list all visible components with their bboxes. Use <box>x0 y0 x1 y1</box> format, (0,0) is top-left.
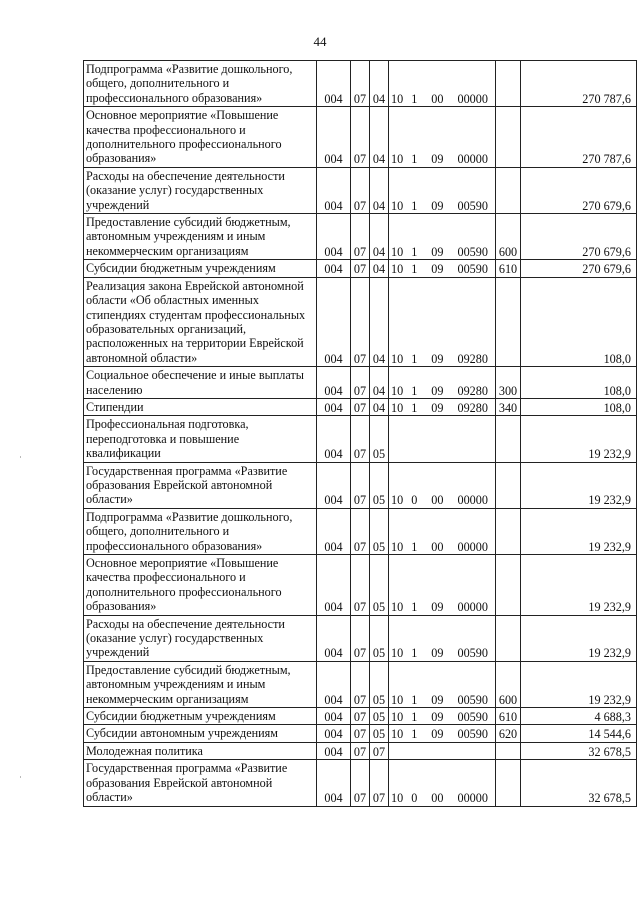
target-article-segment: 00590 <box>457 262 488 277</box>
target-article-cell <box>389 615 496 661</box>
subsection-code-cell: 05 <box>370 661 389 707</box>
target-article-segment: 1 <box>411 400 418 415</box>
target-article-segment: 00590 <box>457 244 488 259</box>
target-article-segment: 09 <box>431 262 444 277</box>
table-row <box>84 277 637 366</box>
target-article-segment: 0 <box>411 493 418 508</box>
target-article-segment: 10 <box>391 152 404 167</box>
target-article-segment: 10 <box>391 400 404 415</box>
amount-cell: 19 232,9 <box>521 661 637 707</box>
expense-name-cell: Субсидии автономным учреждениям <box>84 725 317 742</box>
table-row <box>84 742 637 759</box>
target-article-segment: 00590 <box>457 198 488 213</box>
expense-type-cell <box>496 760 521 806</box>
ministry-code-cell: 004 <box>317 555 351 616</box>
expense-type-cell <box>496 555 521 616</box>
section-code-cell: 07 <box>351 260 370 277</box>
expense-type-cell <box>496 167 521 213</box>
table-row <box>84 555 637 616</box>
target-article-segment: 00 <box>431 791 444 806</box>
target-article-segment: 09 <box>431 244 444 259</box>
target-article-segment: 1 <box>411 262 418 277</box>
subsection-code-cell: 04 <box>370 167 389 213</box>
amount-cell: 19 232,9 <box>521 462 637 508</box>
target-article-segment: 10 <box>391 710 404 725</box>
target-article-segment: 09280 <box>457 351 488 366</box>
target-article-cell <box>389 555 496 616</box>
amount-cell: 19 232,9 <box>521 615 637 661</box>
table-row <box>84 708 637 725</box>
amount-cell: 270 787,6 <box>521 107 637 168</box>
table-row <box>84 508 637 554</box>
ministry-code-cell: 004 <box>317 107 351 168</box>
target-article-segment: 00000 <box>457 791 488 806</box>
table-row <box>84 367 637 399</box>
expense-type-cell <box>496 615 521 661</box>
amount-cell: 32 678,5 <box>521 760 637 806</box>
amount-cell: 14 544,6 <box>521 725 637 742</box>
target-article-cell <box>389 661 496 707</box>
expense-name-cell: Основное мероприятие «Повышение качества профессионального и дополнительного профессионального образования» <box>84 555 317 616</box>
target-article-segment: 10 <box>391 351 404 366</box>
target-article-segment: 1 <box>411 198 418 213</box>
table-body <box>84 61 637 807</box>
amount-cell: 19 232,9 <box>521 508 637 554</box>
subsection-code-cell: 04 <box>370 260 389 277</box>
expense-name-cell: Подпрограмма «Развитие дошкольного, общего, дополнительного и профессионального образования» <box>84 508 317 554</box>
expense-name-cell: Субсидии бюджетным учреждениям <box>84 260 317 277</box>
target-article-segment: 10 <box>391 692 404 707</box>
section-code-cell: 07 <box>351 708 370 725</box>
table-row <box>84 725 637 742</box>
subsection-code-cell: 07 <box>370 760 389 806</box>
target-article-segment: 10 <box>391 791 404 806</box>
ministry-code-cell: 004 <box>317 615 351 661</box>
table-row <box>84 661 637 707</box>
expense-type-cell <box>496 61 521 107</box>
target-article-cell <box>389 508 496 554</box>
expense-type-cell <box>496 462 521 508</box>
target-article-segment: 00 <box>431 539 444 554</box>
subsection-code-cell: 05 <box>370 615 389 661</box>
ministry-code-cell: 004 <box>317 260 351 277</box>
expense-type-cell <box>496 277 521 366</box>
subsection-code-cell: 05 <box>370 416 389 462</box>
ministry-code-cell: 004 <box>317 760 351 806</box>
table-row <box>84 107 637 168</box>
target-article-cell <box>389 462 496 508</box>
section-code-cell: 07 <box>351 61 370 107</box>
expense-type-cell <box>496 742 521 759</box>
expense-type-cell <box>496 508 521 554</box>
target-article-segment: 1 <box>411 600 418 615</box>
section-code-cell: 07 <box>351 508 370 554</box>
target-article-segment: 10 <box>391 646 404 661</box>
target-article-segment: 00000 <box>457 539 488 554</box>
target-article-cell <box>389 107 496 168</box>
expense-name-cell: Профессиональная подготовка, переподготовка и повышение квалификации <box>84 416 317 462</box>
ministry-code-cell: 004 <box>317 167 351 213</box>
subsection-code-cell: 05 <box>370 555 389 616</box>
target-article-segment: 10 <box>391 198 404 213</box>
amount-cell: 108,0 <box>521 398 637 415</box>
expense-name-cell: Субсидии бюджетным учреждениям <box>84 708 317 725</box>
target-article-segment: 1 <box>411 152 418 167</box>
target-article-segment: 10 <box>391 727 404 742</box>
section-code-cell: 07 <box>351 416 370 462</box>
margin-mark <box>20 456 21 458</box>
ministry-code-cell: 004 <box>317 742 351 759</box>
target-article-segment: 00590 <box>457 692 488 707</box>
target-article-segment: 10 <box>391 262 404 277</box>
target-article-segment: 09 <box>431 692 444 707</box>
expense-name-cell: Предоставление субсидий бюджетным, автономным учреждениям и иным некоммерческим организациям <box>84 661 317 707</box>
target-article-cell <box>389 277 496 366</box>
expense-name-cell: Предоставление субсидий бюджетным, автономным учреждениям и иным некоммерческим организациям <box>84 214 317 260</box>
target-article-segment: 09 <box>431 710 444 725</box>
amount-cell: 108,0 <box>521 367 637 399</box>
expense-name-cell: Расходы на обеспечение деятельности (оказание услуг) государственных учреждений <box>84 615 317 661</box>
table-row <box>84 416 637 462</box>
amount-cell: 270 679,6 <box>521 167 637 213</box>
target-article-segment: 10 <box>391 383 404 398</box>
subsection-code-cell: 05 <box>370 462 389 508</box>
ministry-code-cell: 004 <box>317 416 351 462</box>
target-article-segment: 09 <box>431 600 444 615</box>
subsection-code-cell: 04 <box>370 61 389 107</box>
target-article-segment: 09 <box>431 383 444 398</box>
expense-name-cell: Социальное обеспечение и иные выплаты населению <box>84 367 317 399</box>
target-article-cell <box>389 416 496 462</box>
subsection-code-cell: 05 <box>370 725 389 742</box>
target-article-segment: 00000 <box>457 91 488 106</box>
target-article-segment: 00590 <box>457 727 488 742</box>
margin-mark <box>20 776 21 778</box>
target-article-cell <box>389 167 496 213</box>
amount-cell: 19 232,9 <box>521 555 637 616</box>
ministry-code-cell: 004 <box>317 508 351 554</box>
ministry-code-cell: 004 <box>317 367 351 399</box>
expense-name-cell: Стипендии <box>84 398 317 415</box>
subsection-code-cell: 04 <box>370 367 389 399</box>
target-article-segment: 10 <box>391 91 404 106</box>
target-article-segment: 09280 <box>457 383 488 398</box>
expense-type-cell: 600 <box>496 214 521 260</box>
ministry-code-cell: 004 <box>317 725 351 742</box>
section-code-cell: 07 <box>351 462 370 508</box>
target-article-segment: 1 <box>411 351 418 366</box>
amount-cell: 19 232,9 <box>521 416 637 462</box>
subsection-code-cell: 04 <box>370 214 389 260</box>
target-article-segment: 1 <box>411 727 418 742</box>
target-article-segment: 09 <box>431 198 444 213</box>
ministry-code-cell: 004 <box>317 462 351 508</box>
expense-type-cell <box>496 416 521 462</box>
ministry-code-cell: 004 <box>317 708 351 725</box>
section-code-cell: 07 <box>351 615 370 661</box>
target-article-segment: 00 <box>431 91 444 106</box>
target-article-segment: 10 <box>391 244 404 259</box>
amount-cell: 270 679,6 <box>521 260 637 277</box>
target-article-segment: 09 <box>431 400 444 415</box>
expense-type-cell: 620 <box>496 725 521 742</box>
amount-cell: 108,0 <box>521 277 637 366</box>
expense-name-cell: Подпрограмма «Развитие дошкольного, общего, дополнительного и профессионального образования» <box>84 61 317 107</box>
expense-type-cell: 300 <box>496 367 521 399</box>
subsection-code-cell: 04 <box>370 398 389 415</box>
subsection-code-cell: 05 <box>370 708 389 725</box>
table-row <box>84 260 637 277</box>
amount-cell: 270 679,6 <box>521 214 637 260</box>
target-article-segment: 1 <box>411 383 418 398</box>
ministry-code-cell: 004 <box>317 214 351 260</box>
section-code-cell: 07 <box>351 760 370 806</box>
amount-cell: 4 688,3 <box>521 708 637 725</box>
target-article-segment: 09 <box>431 727 444 742</box>
section-code-cell: 07 <box>351 167 370 213</box>
target-article-segment: 00000 <box>457 493 488 508</box>
subsection-code-cell: 04 <box>370 107 389 168</box>
target-article-segment: 1 <box>411 539 418 554</box>
target-article-segment: 1 <box>411 710 418 725</box>
target-article-cell <box>389 760 496 806</box>
target-article-segment: 00590 <box>457 646 488 661</box>
table-row <box>84 615 637 661</box>
section-code-cell: 07 <box>351 214 370 260</box>
target-article-segment: 1 <box>411 646 418 661</box>
subsection-code-cell: 04 <box>370 277 389 366</box>
table-row <box>84 760 637 806</box>
target-article-segment: 00000 <box>457 152 488 167</box>
target-article-segment: 0 <box>411 791 418 806</box>
target-article-cell <box>389 61 496 107</box>
amount-cell: 32 678,5 <box>521 742 637 759</box>
ministry-code-cell: 004 <box>317 61 351 107</box>
target-article-segment: 00000 <box>457 600 488 615</box>
table-row <box>84 398 637 415</box>
target-article-cell <box>389 708 496 725</box>
table-row <box>84 462 637 508</box>
subsection-code-cell: 07 <box>370 742 389 759</box>
expense-name-cell: Молодежная политика <box>84 742 317 759</box>
subsection-code-cell: 05 <box>370 508 389 554</box>
expense-type-cell: 610 <box>496 708 521 725</box>
expense-name-cell: Расходы на обеспечение деятельности (оказание услуг) государственных учреждений <box>84 167 317 213</box>
budget-table <box>83 60 637 807</box>
target-article-segment: 1 <box>411 692 418 707</box>
ministry-code-cell: 004 <box>317 277 351 366</box>
expense-type-cell: 610 <box>496 260 521 277</box>
page-number: 44 <box>313 34 327 49</box>
table-row <box>84 61 637 107</box>
target-article-cell <box>389 742 496 759</box>
target-article-cell <box>389 725 496 742</box>
section-code-cell: 07 <box>351 742 370 759</box>
target-article-segment: 10 <box>391 539 404 554</box>
section-code-cell: 07 <box>351 107 370 168</box>
expense-type-cell <box>496 107 521 168</box>
target-article-segment: 09 <box>431 646 444 661</box>
target-article-segment: 09 <box>431 351 444 366</box>
section-code-cell: 07 <box>351 661 370 707</box>
section-code-cell: 07 <box>351 398 370 415</box>
section-code-cell: 07 <box>351 367 370 399</box>
target-article-cell <box>389 398 496 415</box>
target-article-cell <box>389 214 496 260</box>
expense-type-cell: 600 <box>496 661 521 707</box>
table-row <box>84 167 637 213</box>
target-article-segment: 1 <box>411 91 418 106</box>
target-article-cell <box>389 260 496 277</box>
section-code-cell: 07 <box>351 725 370 742</box>
expense-name-cell: Реализация закона Еврейской автономной области «Об областных именных стипендиях студентам профессиональных образовательных организаций, расположенных на территории Еврейской автономной области» <box>84 277 317 366</box>
ministry-code-cell: 004 <box>317 398 351 415</box>
expense-name-cell: Государственная программа «Развитие образования Еврейской автономной области» <box>84 462 317 508</box>
table-row <box>84 214 637 260</box>
ministry-code-cell: 004 <box>317 661 351 707</box>
section-code-cell: 07 <box>351 277 370 366</box>
target-article-segment: 10 <box>391 600 404 615</box>
amount-cell: 270 787,6 <box>521 61 637 107</box>
target-article-cell <box>389 367 496 399</box>
target-article-segment: 10 <box>391 493 404 508</box>
expense-type-cell: 340 <box>496 398 521 415</box>
expense-name-cell: Государственная программа «Развитие образования Еврейской автономной области» <box>84 760 317 806</box>
section-code-cell: 07 <box>351 555 370 616</box>
target-article-segment: 00 <box>431 493 444 508</box>
target-article-segment: 00590 <box>457 710 488 725</box>
target-article-segment: 1 <box>411 244 418 259</box>
expense-name-cell: Основное мероприятие «Повышение качества профессионального и дополнительного профессионального образования» <box>84 107 317 168</box>
target-article-segment: 09 <box>431 152 444 167</box>
target-article-segment: 09280 <box>457 400 488 415</box>
